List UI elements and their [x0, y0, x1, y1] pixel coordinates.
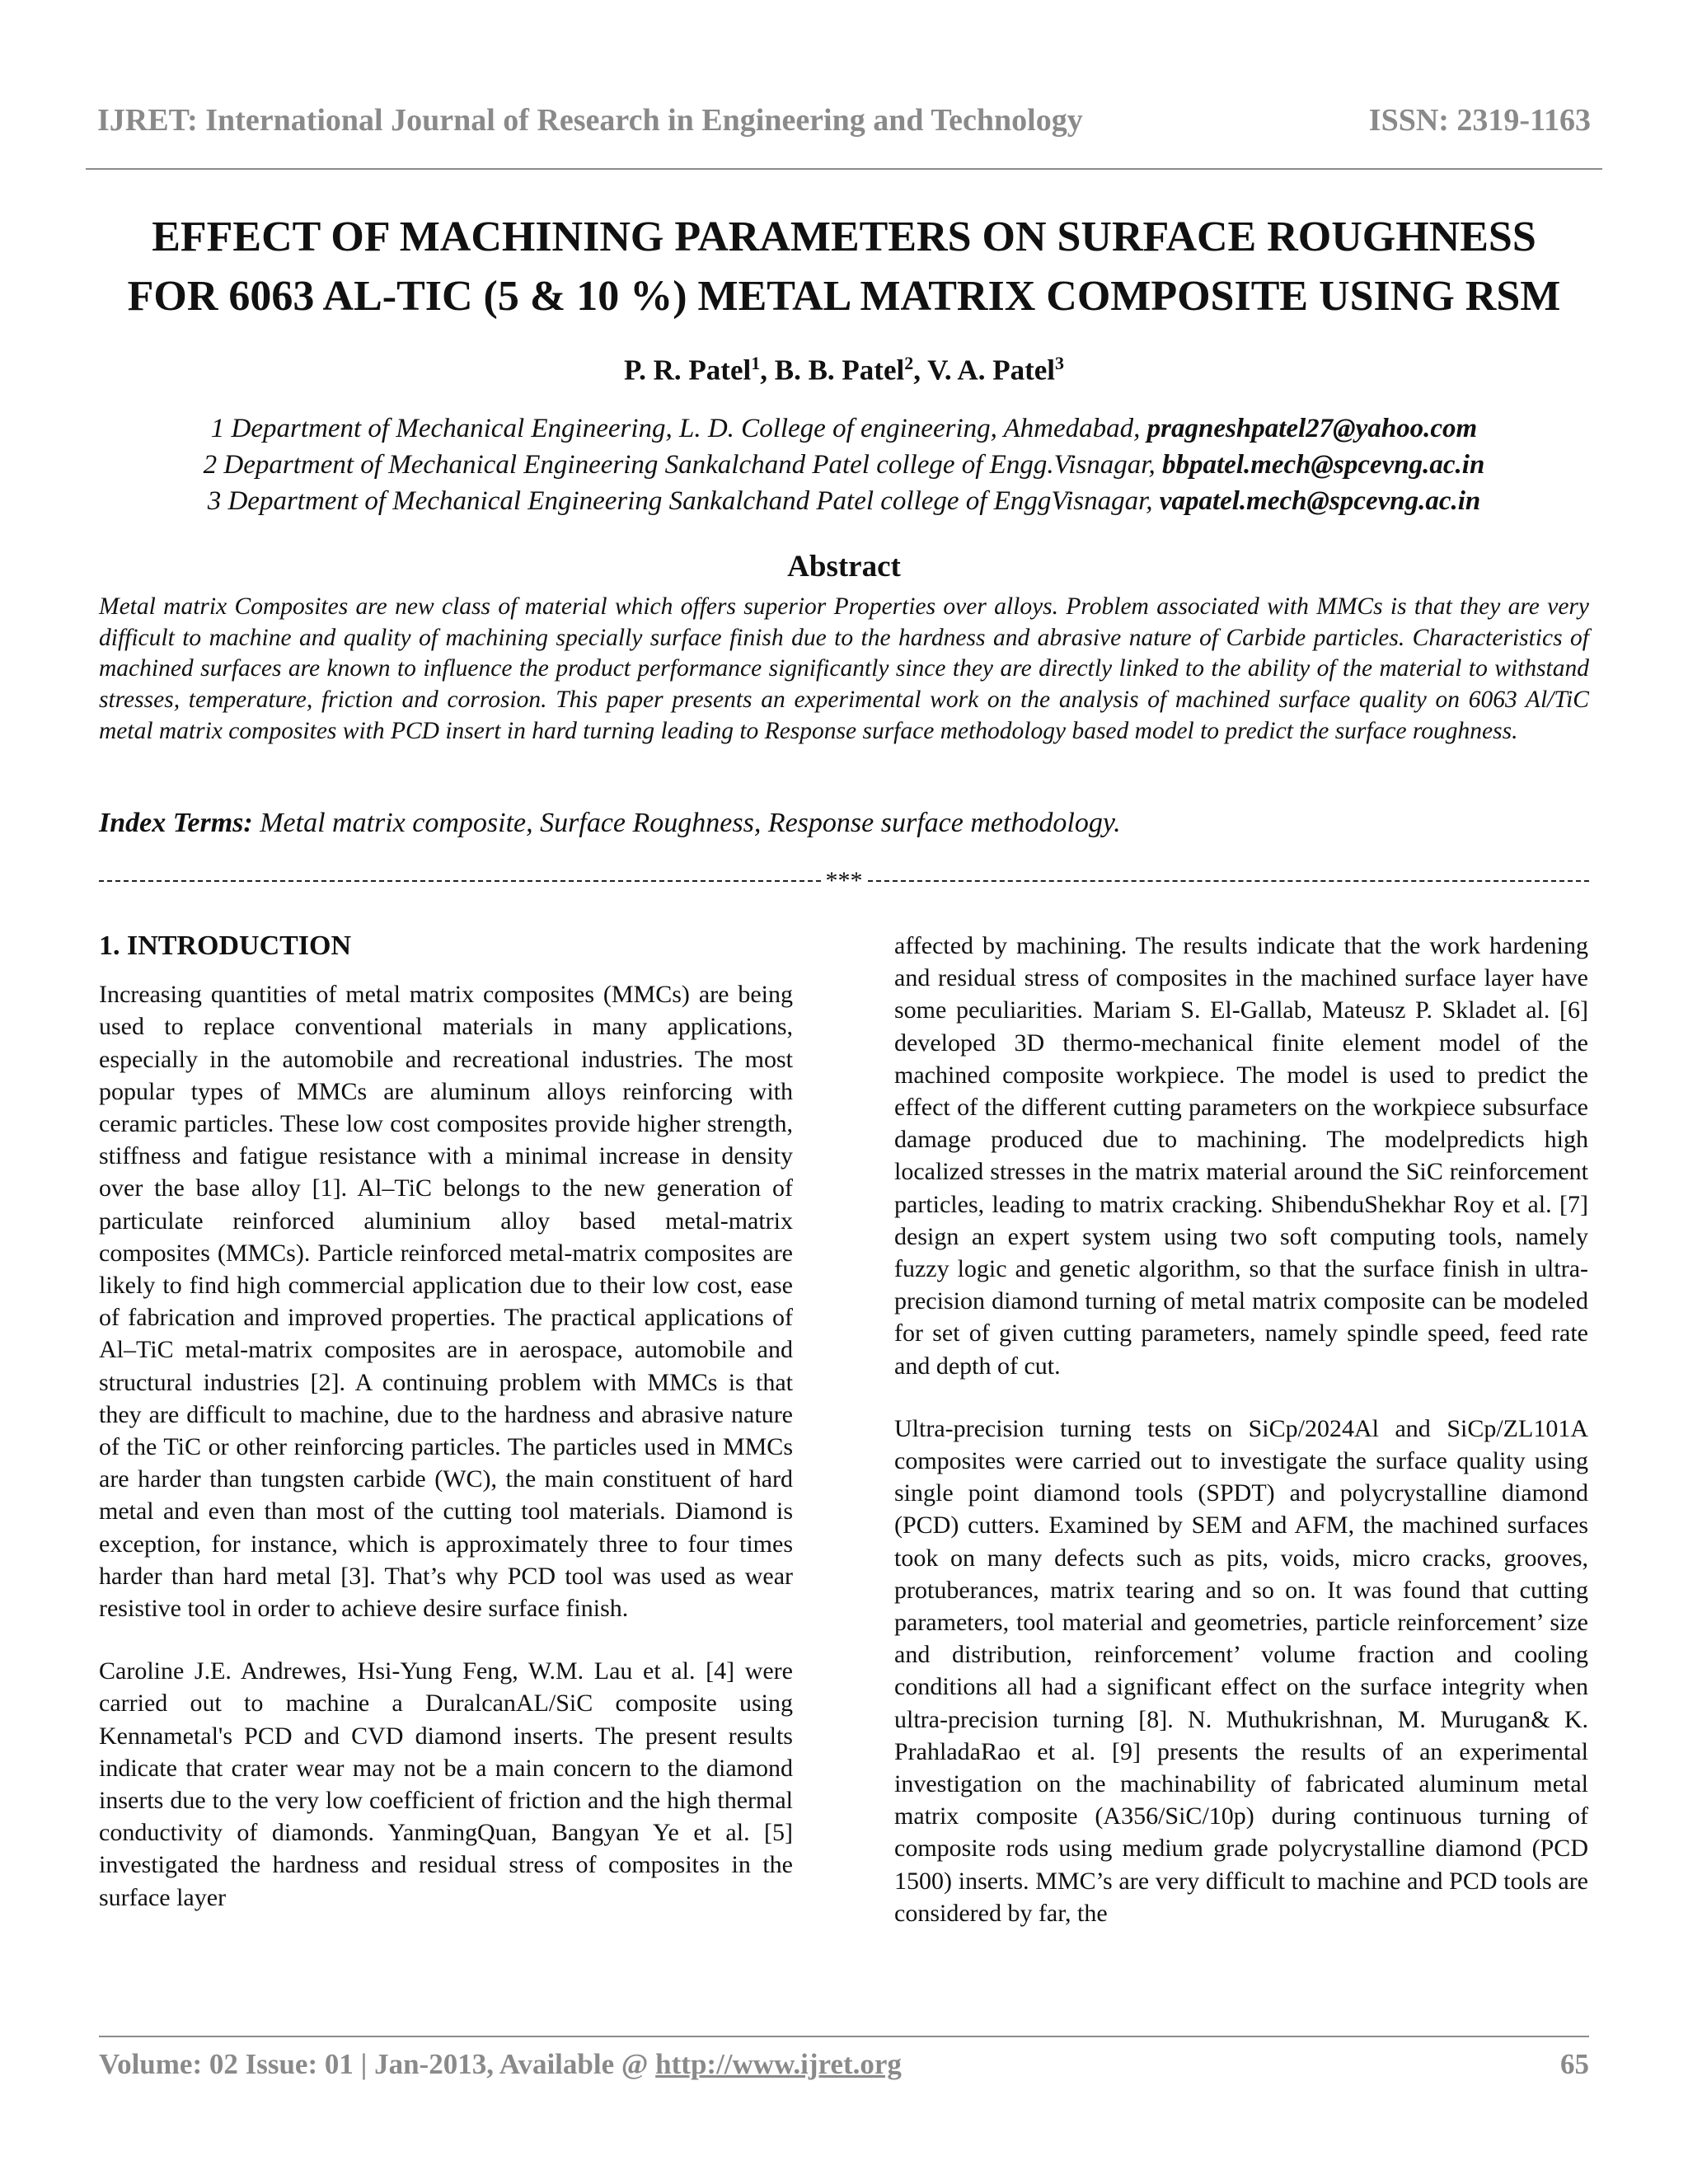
author-name: B. B. Patel [774, 354, 905, 387]
affiliation-1: 1 Department of Mechanical Engineering, L. D. College of engineering, Ahmedabad, pragneshpatel27@yahoo.com [210, 414, 1478, 443]
affiliation-email[interactable]: pragneshpatel27@yahoo.com [1146, 414, 1478, 443]
index-terms-label: Index Terms: [99, 808, 253, 838]
section-separator [99, 867, 1589, 895]
title-line-1: EFFECT OF MACHINING PARAMETERS ON SURFACE ROUGHNESS [152, 213, 1536, 260]
paragraph: Ultra-precision turning tests on SiCp/2024Al and SiCp/ZL101A composites were carried out to investigate the surface quality using single point diamond tools (SPDT) and polycrystalline diamond (PCD) cutters. Examined by SEM and AFM, the machined surfaces took on many defects such as pits, voids, micro cracks, grooves, protuberances, matrix tearing and so on. It was found that cutting parameters, tool material and geometries, particle reinforcement’ size and distribution, reinforcement’ volume fraction and cooling conditions all had a significant effect on the surface integrity when ultra-precision turning [8]. N. Muthukrishnan, M. Murugan& K. PrahladaRao et al. [9] presents the results of an experimental investigation on the machinability of fabricated aluminum metal matrix composite (A356/SiC/10p) during continuous turning of composite rods using medium grade polycrystalline diamond (PCD 1500) inserts. MMC’s are very difficult to machine and PCD tools are considered by far, the [894, 1414, 1588, 1927]
title-line-2: FOR 6063 AL-TIC (5 & 10 %) METAL MATRIX COMPOSITE USING RSM [127, 273, 1561, 320]
author-sup: 3 [1055, 353, 1064, 373]
right-column [894, 930, 1588, 1929]
affiliation-email[interactable]: bbpatel.mech@spcevng.ac.in [1162, 450, 1485, 480]
abstract-text: Metal matrix Composites are new class of material which offers superior Properties over alloys. Problem associated with MMCs is that they are very difficult to machine and quality of machining specially surface finish due to the hardness and abrasive nature of Carbide particles. Characteristics of machined surfaces are known to influence the product performance significantly since they are directly linked to the ability of the material to withstand stresses, temperature, friction and corrosion. This paper presents an experimental work on the analysis of machined surface quality on 6063 Al/TiC metal matrix composites with PCD insert in hard turning leading to Response surface methodology based model to predict the surface roughness. [99, 593, 1589, 744]
footer-volume: Volume: 02 Issue: 01 | Jan-2013, Available @ http://www.ijret.org [99, 2048, 902, 2080]
index-terms [99, 808, 1589, 839]
affiliation-3: 3 Department of Mechanical Engineering Sankalchand Patel college of EnggVisnagar, vapatel.mech@spcevng.ac.in [207, 486, 1481, 516]
footer-rule [99, 2036, 1589, 2037]
section-heading: 1. INTRODUCTION [99, 930, 352, 961]
issn: ISSN: 2319-1163 [1368, 103, 1591, 138]
author-name: V. A. Patel [927, 354, 1055, 387]
page-number: 65 [1560, 2048, 1589, 2080]
left-column [99, 930, 793, 1914]
paper-title [66, 208, 1622, 326]
running-header [97, 97, 1591, 143]
running-footer [99, 2046, 1589, 2083]
separator-stars: *** [825, 867, 863, 894]
journal-url-link[interactable]: http://www.ijret.org [655, 2048, 902, 2080]
abstract-heading: Abstract [787, 550, 901, 583]
affiliation-2: 2 Department of Mechanical Engineering Sankalchand Patel college of Engg.Visnagar, bbpatel.mech@spcevng.ac.in [203, 450, 1485, 480]
author-list: P. R. Patel$^1$, B. B. Patel$^2$, V. A. Patel$^3$ [623, 353, 1064, 387]
paragraph: affected by machining. The results indicate that the work hardening and residual stress of composites in the machined surface layer have some peculiarities. Mariam S. El-Gallab, Mateusz P. Skladet al. [6] developed 3D thermo-mechanical finite element model of the machined composite workpiece. The model is used to predict the effect of the different cutting parameters on the workpiece subsurface damage produced due to machining. The modelpredicts high localized stresses in the matrix material around the SiC reinforcement particles, leading to matrix cracking. ShibenduShekhar Roy et al. [7] design an expert system using two soft computing tools, namely fuzzy logic and genetic algorithm, so that the surface finish in ultra-precision diamond turning of metal matrix composite can be modeled for set of given cutting parameters, namely spindle speed, feed rate and depth of cut. [894, 932, 1588, 1380]
header-rule [86, 168, 1602, 170]
paragraph: Caroline J.E. Andrewes, Hsi-Yung Feng, W.M. Lau et al. [4] were carried out to machine a DuralcanAL/SiC composite using Kennametal's PCD and CVD diamond inserts. The present results indicate that crater wear may not be a main concern to the diamond inserts due to the very low coefficient of friction and the high thermal conductivity of diamonds. YanmingQuan, Bangyan Ye et al. [5] investigated the hardness and residual stress of composites in the surface layer [99, 1657, 793, 1911]
affiliations [49, 410, 1639, 519]
author-sup: 1 [751, 353, 761, 373]
author-sup: 2 [904, 353, 914, 373]
journal-name: IJRET: International Journal of Research in Engineering and Technology [97, 103, 1083, 138]
author-name: P. R. Patel [623, 354, 752, 387]
index-terms-text: Metal matrix composite, Surface Roughness, Response surface methodology. [252, 808, 1121, 838]
paragraph: Increasing quantities of metal matrix composites (MMCs) are being used to replace conventional materials in many applications, especially in the automobile and recreational industries. The most popular types of MMCs are aluminum alloys reinforcing with ceramic particles. These low cost composites provide higher strength, stiffness and fatigue resistance with a minimal increase in density over the base alloy [1]. Al–TiC belongs to the new generation of particulate reinforced aluminium alloy based metal-matrix composites (MMCs). Particle reinforced metal-matrix composites are likely to find high commercial application due to their low cost, ease of fabrication and improved properties. The practical applications of Al–TiC metal-matrix composites are in aerospace, automobile and structural industries [2]. A continuing problem with MMCs is that they are difficult to machine, due to the hardness and abrasive nature of the TiC or other reinforcing particles. The particles used in MMCs are harder than tungsten carbide (WC), the main constituent of hard metal and even than most of the cutting tool materials. Diamond is exception, for instance, which is approximately three to four times harder than hard metal [3]. That’s why PCD tool was used as wear resistive tool in order to achieve desire surface finish. [99, 981, 793, 1623]
affiliation-email[interactable]: vapatel.mech@spcevng.ac.in [1159, 486, 1481, 516]
